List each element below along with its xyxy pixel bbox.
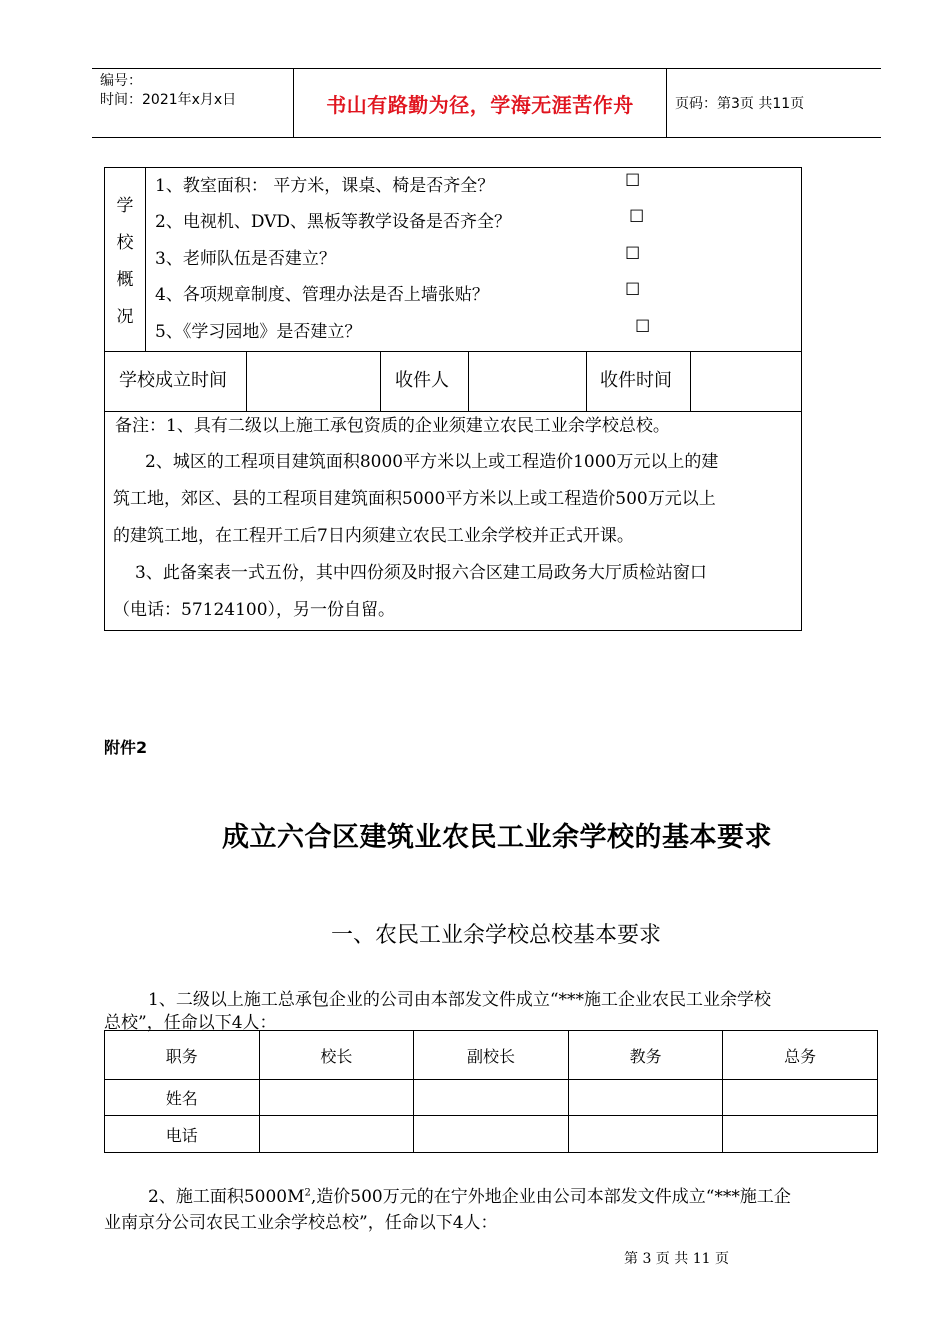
founded-time-label: 学校成立时间 [119,370,227,391]
paragraph-line: 1、二级以上施工总承包企业的公司由本部发文件成立“***施工企业农民工业余学校 [148,990,772,1010]
table-cell[interactable] [259,1080,414,1116]
table-row [105,1080,878,1116]
annex-label: 附件2 [104,738,148,757]
paragraph-text: ,造价500万元的在宁外地企业由公司本部发文件成立“***施工企 [310,1187,791,1207]
section-title: 一、农民工业余学校总校基本要求 [331,923,662,948]
table-header-cell: 总务 [723,1031,878,1080]
col-divider [468,351,469,411]
time-label: 时间：2021年x月x日 [100,92,237,108]
table-row [105,1116,878,1153]
table-cell[interactable] [414,1116,569,1153]
col-divider [246,351,247,411]
table-header-cell: 校长 [259,1031,414,1080]
table-cell[interactable] [568,1116,723,1153]
paragraph-line: 总校”，任命以下4人： [104,1013,277,1033]
table-cell[interactable] [723,1080,878,1116]
note-line: 2、城区的工程项目建筑面积8000平方米以上或工程造价1000万元以上的建 [145,452,719,472]
checkbox[interactable]: ☐ [625,244,641,264]
col-divider [586,351,587,411]
table-cell[interactable] [414,1080,569,1116]
superscript: 2 [304,1187,311,1199]
col-divider [380,351,381,411]
page-header [92,68,881,138]
table-cell[interactable] [568,1080,723,1116]
section-label-char: 况 [116,307,134,327]
checkbox[interactable]: ☐ [635,317,651,337]
col-divider [690,351,691,411]
table-header-cell: 副校长 [414,1031,569,1080]
checklist-item: 5、《学习园地》是否建立？ [155,322,362,342]
checklist-item: 1、教室面积： 平方米，课桌、椅是否齐全？ [155,176,495,196]
paragraph-line: 业南京分公司农民工业余学校总校”，任命以下4人： [104,1213,498,1233]
paragraph-line [148,1182,791,1207]
checklist-item: 2、电视机、DVD、黑板等教学设备是否齐全？ [155,212,512,232]
staff-table [104,1030,878,1153]
receiver-label: 收件人 [395,370,449,391]
note-line: 3、此备案表一式五份，其中四份须及时报六合区建工局政务大厅质检站窗口 [135,563,707,583]
school-overview-form [104,167,802,631]
code-label: 编号： [100,73,142,89]
col-divider [145,168,146,351]
motto: 书山有路勤为径，学海无涯苦作舟 [326,92,634,117]
header-divider [666,69,667,137]
section-label-char: 概 [116,270,134,290]
section-label-char: 学 [116,196,134,216]
page-footer: 第 3 页 共 11 页 [624,1251,729,1267]
header-meta [100,72,236,110]
checklist-item: 3、老师队伍是否建立？ [155,249,336,269]
row-divider [105,411,801,412]
note-line: 的建筑工地，在工程开工后7日内须建立农民工业余学校并正式开课。 [113,526,634,546]
section-label [105,188,145,336]
table-header-cell: 教务 [568,1031,723,1080]
section-label-char: 校 [116,233,134,253]
table-header-cell: 职务 [105,1031,260,1080]
checkbox[interactable]: ☐ [625,280,641,300]
paragraph-text: 2、施工面积5000M [148,1187,305,1207]
page-title: 成立六合区建筑业农民工业余学校的基本要求 [222,822,772,853]
checklist-item: 4、各项规章制度、管理办法是否上墙张贴？ [155,285,489,305]
note-line: （电话：57124100），另一份自留。 [113,600,396,620]
row-label-phone: 电话 [105,1116,260,1153]
checkbox[interactable]: ☐ [629,207,645,227]
receive-time-label: 收件时间 [600,370,672,391]
row-label-name: 姓名 [105,1080,260,1116]
note-line: 备注：1、具有二级以上施工承包资质的企业须建立农民工业余学校总校。 [115,416,670,436]
checkbox[interactable]: ☐ [625,171,641,191]
table-cell[interactable] [723,1116,878,1153]
table-cell[interactable] [259,1116,414,1153]
note-line: 筑工地，郊区、县的工程项目建筑面积5000平方米以上或工程造价500万元以上 [113,489,716,509]
table-header-row [105,1031,878,1080]
page-info: 页码：第3页 共11页 [675,96,805,112]
